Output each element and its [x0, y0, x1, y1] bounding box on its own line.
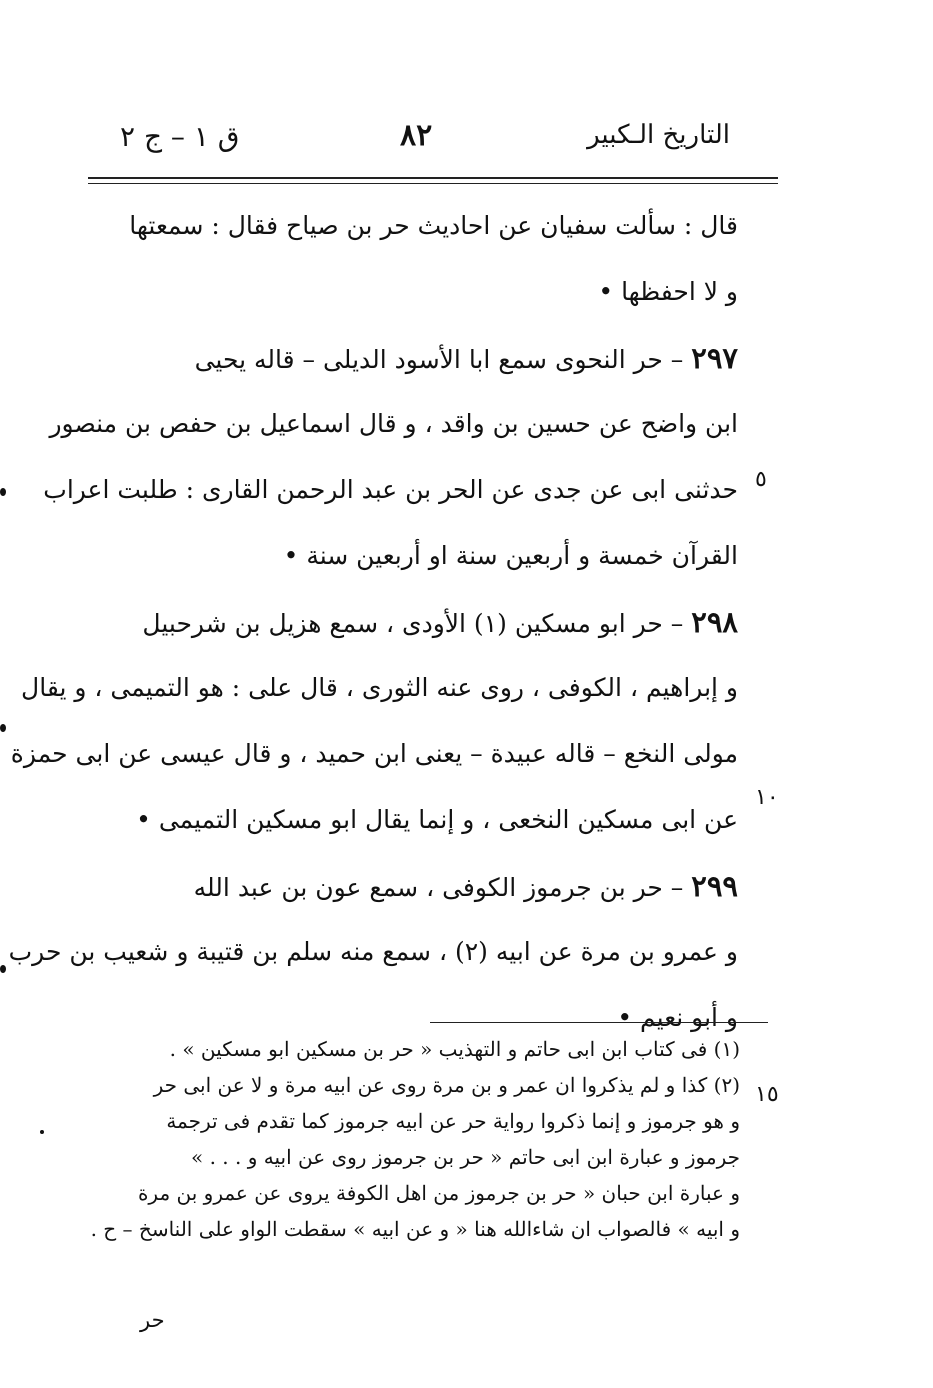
- footnote-line: و هو جرموز و إنما ذكروا رواية حر عن ابيه جرموز كما تقدم فى ترجمة: [166, 1109, 740, 1133]
- entry-line: ٢٩٩ – حر بن جرموز الكوفى ، سمع عون بن عبد الله: [193, 869, 738, 903]
- scan-mark: [0, 965, 6, 973]
- volume-marker: ق ١ – ج ٢: [120, 120, 240, 153]
- scan-mark: [0, 724, 6, 732]
- line-number-margin: ١٥: [755, 1082, 779, 1107]
- entry-number: ٢٩٧: [691, 341, 738, 375]
- text-line: القرآن خمسة و أربعين سنة او أربعين سنة •: [283, 541, 738, 570]
- entry-number: ٢٩٩: [691, 869, 738, 903]
- text-line: قال : سألت سفيان عن احاديث حر بن صياح فقال : سمعتها: [129, 211, 738, 240]
- header-rule: [88, 177, 778, 179]
- entry-line: ٢٩٧ – حر النحوى سمع ابا الأسود الديلى – قاله يحيى: [194, 341, 738, 375]
- footnote-line: جرموز و عبارة ابن ابى حاتم « حر بن جرموز روى عن ابيه و . . . »: [190, 1145, 740, 1169]
- running-title: التاريخ الـكبير: [587, 120, 730, 150]
- text-line: و أبو نعيم •: [617, 1003, 738, 1032]
- text-line: عن ابى مسكين النخعى ، و إنما يقال ابو مسكين التميمى •: [136, 805, 738, 834]
- scan-mark: [40, 1130, 44, 1134]
- entry-line: ٢٩٨ – حر ابو مسكين (١) الأودى ، سمع هزيل بن شرحبيل: [142, 605, 738, 639]
- footnote-line: و عبارة ابن حبان « حر بن جرموز من اهل الكوفة يروى عن عمرو بن مرة: [137, 1181, 740, 1205]
- entry-number: ٢٩٨: [691, 605, 738, 639]
- footnotes: [90, 1032, 740, 1248]
- footnote-rule: [430, 1022, 768, 1023]
- header-rule-thin: [88, 183, 778, 184]
- footnote-line: (١) فى كتاب ابن ابى حاتم و التهذيب « حر بن مسكين ابو مسكين » .: [169, 1037, 740, 1061]
- text-line: و لا احفظها •: [598, 277, 738, 306]
- catchword: حر: [140, 1308, 165, 1332]
- footnote-line: و ابيه » فالصواب ان شاءالله هنا « و عن ابيه » سقطت الواو على الناسخ – ح .: [90, 1217, 740, 1241]
- page-number: ٨٢: [400, 118, 433, 153]
- scan-mark: [0, 488, 6, 496]
- text-line: و عمرو بن مرة عن ابيه (٢) ، سمع منه سلم بن قتيبة و شعيب بن حرب: [8, 937, 738, 966]
- text-line: حدثنى ابى عن جدى عن الحر بن عبد الرحمن القارى : طلبت اعراب: [43, 475, 738, 504]
- text-line: مولى النخع – قاله عبيدة – يعنى ابن حميد ، و قال عيسى عن ابى حمزة: [10, 739, 738, 768]
- text-line: ابن واضح عن حسين بن واقد ، و قال اسماعيل بن حفص بن منصور: [49, 409, 738, 438]
- main-text: [8, 200, 738, 1058]
- page-header: [100, 120, 740, 170]
- footnote-line: (٢) كذا و لم يذكروا ان عمر و بن مرة روى عن ابيه مرة و لا عن ابى حر: [153, 1073, 740, 1097]
- text-line: و إبراهيم ، الكوفى ، روى عنه الثورى ، قال على : هو التميمى ، و يقال: [21, 673, 738, 702]
- line-number-margin: ١٠: [755, 785, 779, 810]
- line-number-margin: ٥: [755, 467, 767, 492]
